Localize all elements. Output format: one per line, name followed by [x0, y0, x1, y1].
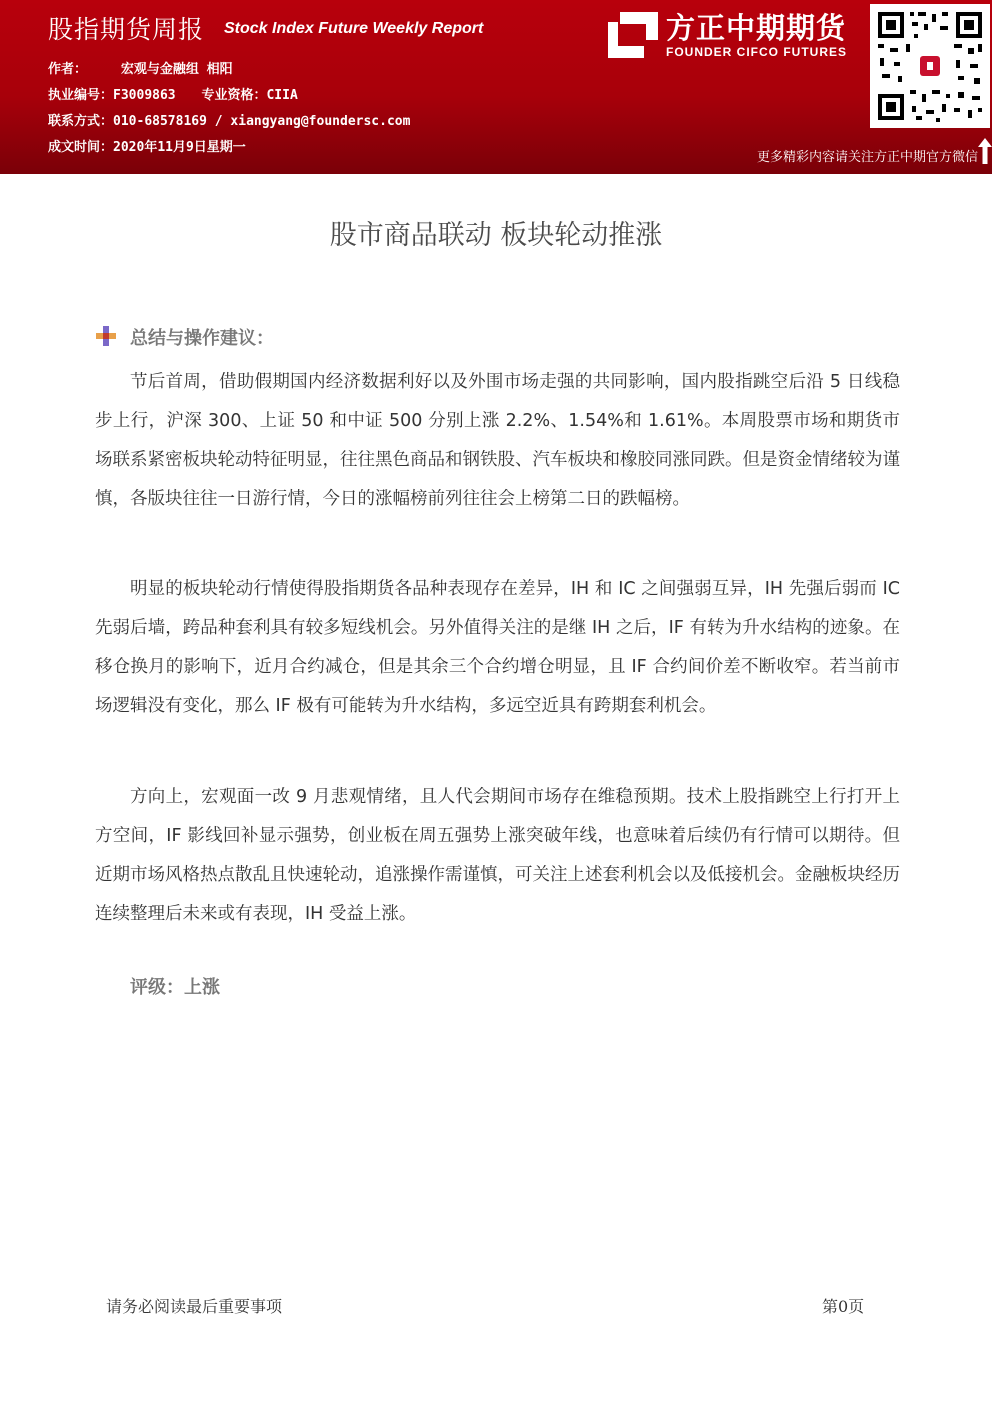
footer-notice: 请务必阅读最后重要事项	[106, 1297, 283, 1316]
report-title-cn: 股指期货周报	[48, 15, 205, 44]
contact-value: 010-68578169 / xiangyang@foundersc.com	[113, 114, 411, 129]
date-line	[48, 136, 246, 155]
company-logo-en: FOUNDER CIFCO FUTURES	[666, 45, 847, 59]
date-label: 成文时间：	[48, 140, 114, 155]
paragraph-1: 节后首周，借助假期国内经济数据利好以及外围市场走强的共同影响，国内股指跳空后沿 5 日线稳步上行，沪深 300、上证 50 和中证 500 分别上涨 2.2%、1.54%和 1.61%。本周股票市场和期货市场联系紧密板块轮动特征明显，往往黑色商品和钢铁股、汽车板块和橡胶同涨同跌。但是资金情绪较为谨慎，各版块往往一日游行情，今日的涨幅榜前列往往会上榜第二日的跌幅榜。	[95, 372, 900, 509]
paragraph-2: 明显的板块轮动行情使得股指期货各品种表现存在差异，IH 和 IC 之间强弱互异，IH 先强后弱而 IC 先弱后墙，跨品种套利具有较多短线机会。另外值得关注的是继 IH 之后，IF 有转为升水结构的迹象。在移仓换月的影响下，近月合约减仓，但是其余三个合约增仓明显，且 IF 合约间价差不断收窄。若当前市场逻辑没有变化，那么 IF 极有可能转为升水结构，多远空近具有跨期套利机会。	[95, 579, 900, 716]
paragraph-3: 方向上，宏观面一改 9 月悲观情绪，且人代会期间市场存在维稳预期。技术上股指跳空上行打开上方空间，IF 影线回补显示强势，创业板在周五强势上涨突破年线，也意味着后续仍有行情可以期待。但近期市场风格热点散乱且快速轮动，追涨操作需谨慎，可关注上述套利机会以及低接机会。金融板块经历连续整理后未来或有表现，IH 受益上涨。	[95, 787, 900, 924]
author-label: 作者：	[48, 62, 88, 77]
contact-label: 联系方式：	[48, 114, 114, 129]
document-title: 股市商品联动 板块轮动推涨	[329, 220, 663, 251]
founder-logo-icon	[608, 12, 658, 58]
arrow-up-icon	[978, 138, 992, 164]
author-line	[48, 58, 233, 77]
author-value: 宏观与金融组 相阳	[120, 62, 233, 77]
license-label: 执业编号：	[48, 88, 114, 103]
license-value: F3009863	[113, 88, 176, 103]
section-bullet-icon	[96, 326, 116, 346]
contact-line	[48, 110, 410, 129]
report-title-en: Stock Index Future Weekly Report	[224, 20, 484, 37]
license-line	[48, 84, 298, 103]
section-title: 总结与操作建议：	[130, 328, 274, 349]
follow-wechat-text: 更多精彩内容请关注方正中期官方微信	[756, 150, 978, 165]
company-logo-cn: 方正中期期货	[666, 11, 847, 45]
qualification-value: CIIA	[266, 88, 298, 103]
rating: 评级：上涨	[130, 977, 220, 998]
qr-code-icon	[870, 4, 990, 128]
report-header	[0, 0, 992, 174]
page-number: 第0页	[822, 1297, 865, 1316]
date-value: 2020年11月9日星期一	[113, 140, 246, 155]
qualification-label: 专业资格：	[201, 88, 267, 103]
